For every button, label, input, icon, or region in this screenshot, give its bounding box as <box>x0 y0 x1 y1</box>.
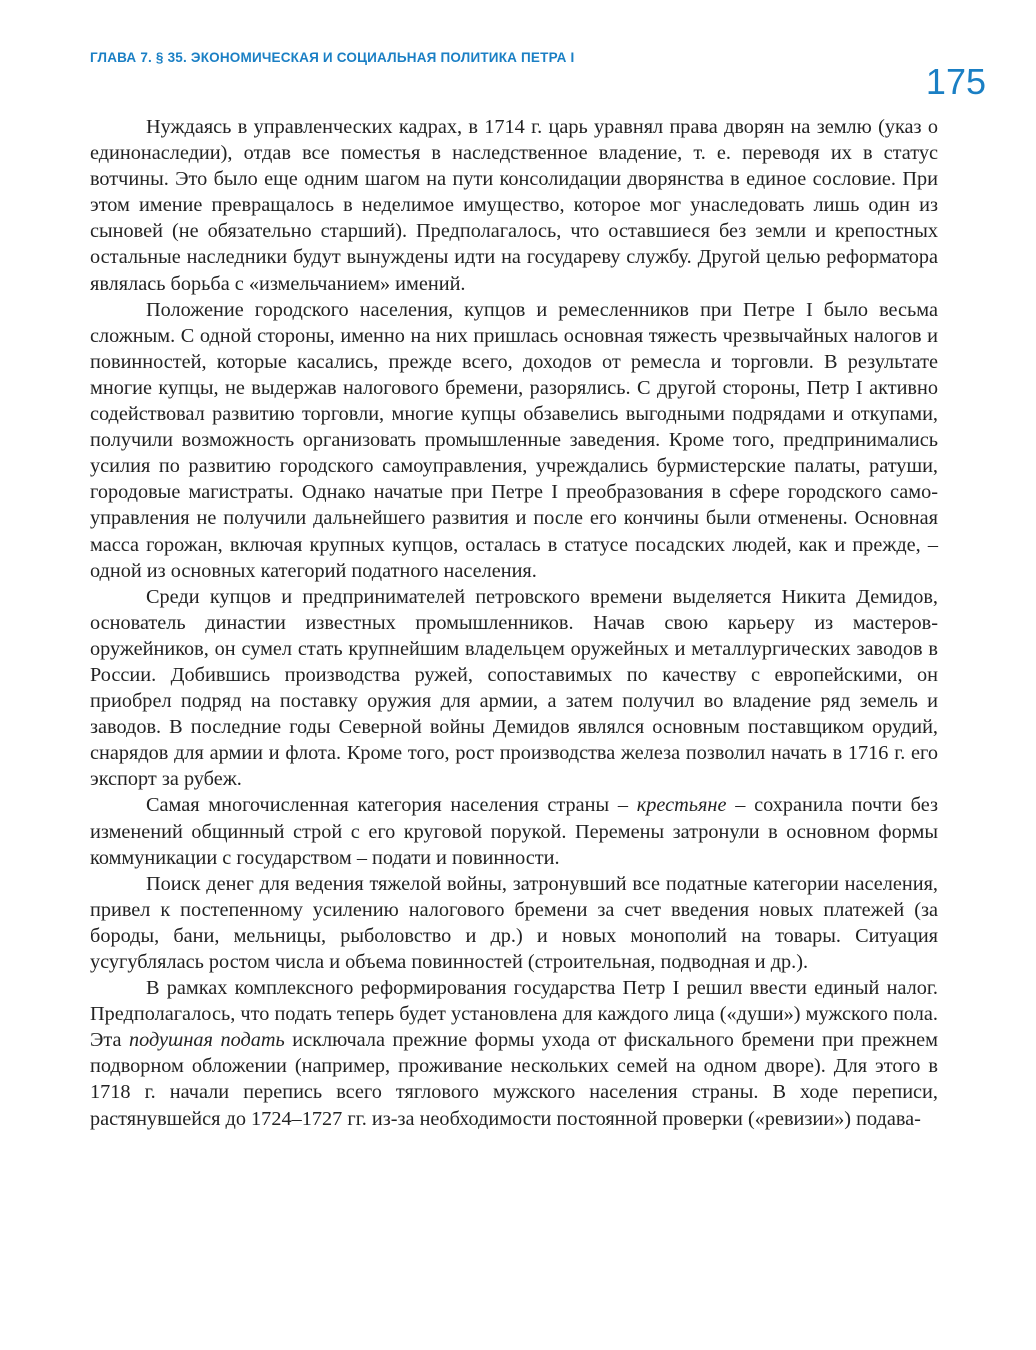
term-krestyane: крестьяне <box>636 794 727 817</box>
paragraph-4 <box>90 792 938 870</box>
term-podushnaya-podat: подушная подать <box>129 1029 285 1052</box>
body-text <box>90 114 938 1132</box>
paragraph-4-text-end: – сохранила почти без изменений общинный строй с его круговой порукой. Перемены затронули в основном формы коммуникации с государством – подати и повинности. <box>90 794 938 869</box>
chapter-header: ГЛАВА 7. § 35. ЭКОНОМИЧЕСКАЯ И СОЦИАЛЬНАЯ ПОЛИТИКА ПЕТРА I <box>90 50 575 65</box>
paragraph-3: Среди купцов и предпринимателей петровского времени выделяется Никита Демидов, основатель династии известных промышленников. Начав свою карьеру из мастеров-оружейников, он сумел стать крупнейшим владельцем оружейных и металлургических заводов в России. Добившись производства ружей, сопоставимых по качеству с европейскими, он приобрел подряд на поставку оружия для армии, а затем получил во владение ряд земель и заводов. В последние годы Северной войны Демидов являлся основным поставщиком орудий, снарядов для армии и флота. Кроме того, рост производства железа позволил начать в 1716 г. его экспорт за рубеж. <box>90 585 938 791</box>
paragraph-6-text-start: В рамках комплексного реформирования государства Петр I решил ввести единый налог. Предполагалось, что подать теперь будет установлена для каждого лица («души») мужского пола. Эта <box>90 977 938 1052</box>
paragraph-2: Положение городского населения, купцов и ремесленников при Петре I было весьма сложным. С одной стороны, именно на них пришлась основная тяжесть чрезвычайных налогов и повинностей, которые касались, прежде всего, доходов от ремесла и торговли. В результате многие купцы, не выдержав налогового бремени, разорялись. С другой стороны, Петр I активно содействовал развитию торговли, многие купцы обзавелись выгодными подрядами и откупами, получили возможность организовать промышленные заведения. Кроме того, предпринимались усилия по развитию городского самоуправления, учреждались бурмистерские палаты, ратуши, городовые магистраты. Однако начатые при Петре I преобразования в сфере городского самоуправления не получили дальнейшего развития и после его кончины были отменены. Основная масса горожан, включая крупных купцов, осталась в статусе посадских людей, как и прежде, – одной из основных категорий податного населения. <box>90 298 938 582</box>
paragraph-1: Нуждаясь в управленческих кадрах, в 1714 г. царь уравнял права дворян на землю (указ о единонаследии), отдав все поместья в наследственное владение, т. е. переводя их в статус вотчины. Это было еще одним шагом на пути консолидации дворянства в единое сословие. При этом имение превращалось в неделимое имущество, которое мог унаследовать лишь один из сыновей (не обязательно старший). Предполагалось, что оставшиеся без земли и крепостных остальные наследники будут вынуждены идти на государеву службу. Другой целью реформатора являлась борьба с «измельчанием» имений. <box>90 116 938 295</box>
paragraph-4-text-start: Самая многочисленная категория населения страны – <box>146 794 637 817</box>
page-number: 175 <box>925 61 986 102</box>
paragraph-6 <box>90 975 938 1132</box>
paragraph-6-text-end: исключала прежние формы ухода от фискального бремени при прежнем подворном обложении (например, проживание нескольких семей на одном дворе). Для этого в 1718 г. начали перепись всего тяглового мужского населения страны. В ходе переписи, растянувшейся до 1724–1727 гг. из-за необходимости постоянной проверки («ревизии») подава- <box>90 1029 939 1130</box>
paragraph-5: Поиск денег для ведения тяжелой войны, затронувший все податные категории населения, привел к постепенному усилению налогового бремени за счет введения новых платежей (за бороды, бани, мельницы, рыболовство и др.) и новых монополий на товары. Ситуация усугублялась ростом числа и объема повинностей (строительная, подводная и др.). <box>90 872 938 973</box>
